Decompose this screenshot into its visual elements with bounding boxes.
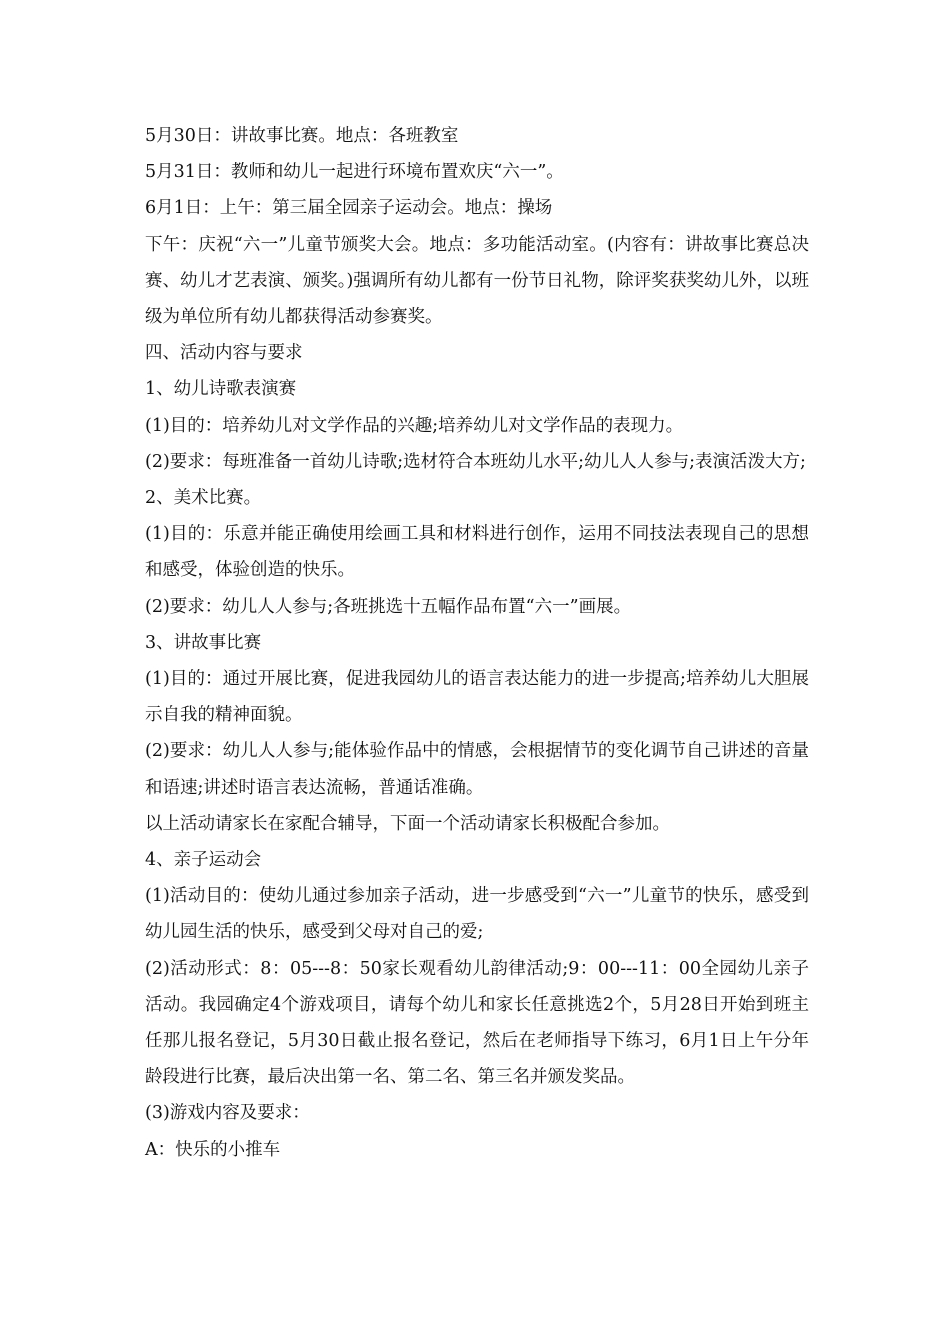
art-requirements: (2)要求：幼儿人人参与;各班挑选十五幅作品布置“六一”画展。 (145, 596, 632, 617)
poetry-requirements: (2)要求：每班准备一首幼儿诗歌;选材符合本班幼儿水平;幼儿人人参与;表演活泼大方; (145, 451, 806, 472)
document-body (145, 118, 809, 1168)
section-heading-activities: 四、活动内容与要求 (145, 343, 303, 364)
schedule-may-30: 5月30日：讲故事比赛。地点：各班教室 (145, 126, 459, 146)
sports-format: (2)活动形式：8：05---8：50家长观看幼儿韵律活动;9：00---11：00全园幼儿亲子活动。我园确定4个游戏项目，请每个幼儿和家长任意挑选2个，5月28日开始到班主任那儿报名登记，5月30日截止报名登记，然后在老师指导下练习，6月1日上午分年龄段进行比赛，最后决出第一名、第二名、第三名并颁发奖品。 (145, 958, 809, 1088)
sports-goal: (1)活动目的：使幼儿通过参加亲子活动，进一步感受到“六一”儿童节的快乐，感受到幼儿园生活的快乐，感受到父母对自己的爱; (145, 886, 809, 943)
art-goal: (1)目的：乐意并能正确使用绘画工具和材料进行创作，运用不同技法表现自己的思想和感受，体验创造的快乐。 (145, 524, 809, 581)
subheading-art-contest: 2、美术比赛。 (145, 488, 262, 509)
game-content-heading: (3)游戏内容及要求： (145, 1103, 310, 1124)
schedule-june-1-morning: 6月1日：上午：第三届全园亲子运动会。地点：操场 (145, 198, 553, 219)
poetry-goal: (1)目的：培养幼儿对文学作品的兴趣;培养幼儿对文学作品的表现力。 (145, 415, 684, 436)
subheading-poetry-contest: 1、幼儿诗歌表演赛 (145, 379, 297, 400)
game-a-title: A：快乐的小推车 (145, 1139, 281, 1160)
subheading-storytelling-contest: 3、讲故事比赛 (145, 632, 262, 653)
schedule-june-1-afternoon: 下午：庆祝“六一”儿童节颁奖大会。地点：多功能活动室。(内容有：讲故事比赛总决赛、幼儿才艺表演、颁奖。)强调所有幼儿都有一份节日礼物，除评奖获奖幼儿外，以班级为单位所有幼儿都获得活动参赛奖。 (145, 234, 809, 328)
subheading-sports-meet: 4、亲子运动会 (145, 850, 262, 871)
schedule-may-31: 5月31日：教师和幼儿一起进行环境布置欢庆“六一”。 (145, 162, 564, 183)
parent-note: 以上活动请家长在家配合辅导，下面一个活动请家长积极配合参加。 (145, 813, 670, 834)
storytelling-requirements: (2)要求：幼儿人人参与;能体验作品中的情感，会根据情节的变化调节自己讲述的音量和语速;讲述时语言表达流畅，普通话准确。 (145, 741, 809, 798)
storytelling-goal: (1)目的：通过开展比赛，促进我园幼儿的语言表达能力的进一步提高;培养幼儿大胆展示自我的精神面貌。 (145, 669, 809, 726)
